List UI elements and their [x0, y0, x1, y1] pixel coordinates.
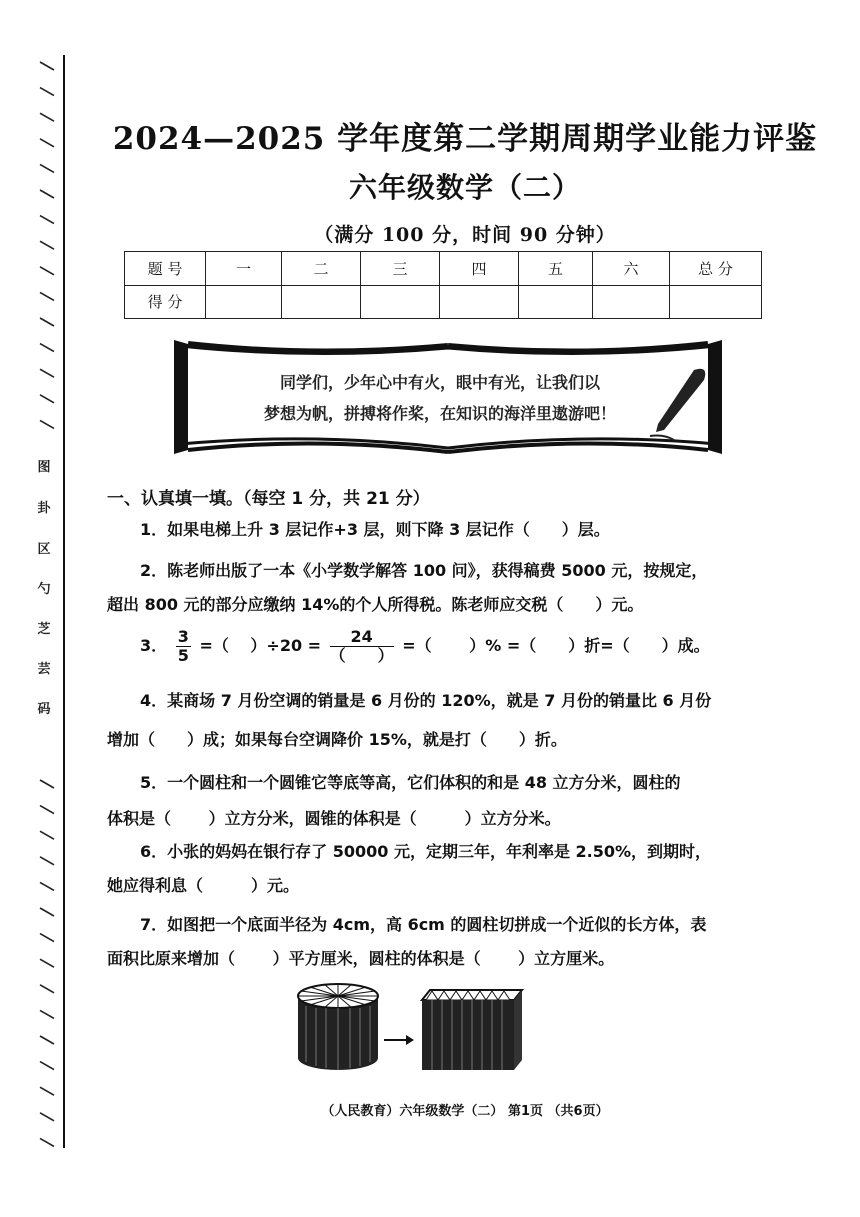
score-header-cell: 题 号 [125, 252, 206, 286]
score-cell[interactable] [282, 285, 361, 319]
margin-dash-mark [40, 420, 54, 428]
motto-line-1: 同学们，少年心中有火，眼中有光，让我们以 [279, 373, 600, 392]
side-label-char: 区 [37, 542, 51, 557]
question-3-middle: =（ ）÷20 = [199, 636, 322, 655]
question-1: 1．如果电梯上升 3 层记作+3 层，则下降 3 层记作（ ）层。 [140, 520, 610, 539]
margin-dash-mark [40, 190, 54, 198]
score-header-cell: 二 [282, 252, 361, 286]
margin-dash-mark [40, 959, 54, 967]
fraction-numerator: 24 [330, 628, 394, 647]
question-3-rest: =（ ）% =（ ）折=（ ）成。 [402, 636, 710, 655]
margin-dash-mark [40, 62, 54, 70]
score-cell[interactable] [670, 285, 762, 319]
score-cell[interactable] [440, 285, 519, 319]
side-label-char: 卦 [37, 501, 51, 516]
margin-dash-mark [40, 267, 54, 275]
motto-line-2: 梦想为帆，拼搏将作桨，在知识的海洋里遨游吧！ [263, 404, 616, 423]
margin-dash-mark [40, 369, 54, 377]
question-5-line-1: 5．一个圆柱和一个圆锥它等底等高，它们体积的和是 48 立方分米，圆柱的 [140, 773, 681, 792]
question-6-line-2: 她应得利息（ ）元。 [107, 876, 300, 895]
question-7-line-1: 7．如图把一个底面半径为 4cm，高 6cm 的圆柱切拼成一个近似的长方体，表 [140, 915, 707, 934]
margin-dash-mark [40, 241, 54, 249]
margin-dash-mark [40, 292, 54, 300]
margin-dash-mark [40, 395, 54, 403]
page-footer: （人民教育）六年级数学（二） 第1页 （共6页） [321, 1104, 609, 1119]
page-title: 2024—2025 学年度第二学期周期学业能力评鉴 [112, 121, 818, 157]
question-7-line-2: 面积比原来增加（ ）平方厘米，圆柱的体积是（ ）立方厘米。 [107, 949, 615, 968]
score-cell[interactable] [206, 285, 282, 319]
score-header-cell: 三 [361, 252, 440, 286]
cylinder-to-prism-figure [296, 982, 526, 1074]
margin-dash-mark [40, 88, 54, 96]
score-header-cell: 四 [440, 252, 519, 286]
cylinder-icon [298, 984, 378, 1070]
margin-dash-mark [40, 318, 54, 326]
motto-banner-graphic [174, 340, 722, 454]
score-cell[interactable] [519, 285, 593, 319]
question-3-number: 3． [140, 636, 168, 655]
score-table-header-row [125, 252, 762, 286]
score-table-score-row [125, 285, 762, 319]
question-4-line-2: 增加（ ）成；如果每台空调降价 15%，就是打（ ）折。 [107, 730, 567, 749]
question-5-line-2: 体积是（ ）立方分米，圆锥的体积是（ ）立方分米。 [107, 809, 561, 828]
margin-dash-mark [40, 344, 54, 352]
margin-dash-mark [40, 1010, 54, 1018]
score-header-cell: 总 分 [670, 252, 762, 286]
margin-dash-mark [40, 216, 54, 224]
score-header-cell: 六 [593, 252, 670, 286]
question-6-line-1: 6．小张的妈妈在银行存了 50000 元，定期三年，年利率是 2.50%，到期时， [140, 842, 712, 861]
margin-dash-mark [40, 164, 54, 172]
margin-dash-mark [40, 908, 54, 916]
side-label-char: 芝 [37, 622, 51, 637]
fraction-3-5 [176, 628, 191, 665]
margin-dash-mark [40, 1062, 54, 1070]
margin-dash-mark [40, 882, 54, 890]
margin-dash-mark [40, 934, 54, 942]
side-label-char: 码 [37, 702, 51, 717]
margin-dash-mark [40, 1036, 54, 1044]
margin-dash-mark [40, 857, 54, 865]
fraction-denominator: 5 [177, 646, 189, 665]
side-label-char: 图 [37, 460, 51, 475]
margin-dash-lines [0, 0, 70, 1217]
side-label-char: 勺 [37, 582, 51, 597]
page-subtitle: 六年级数学（二） [348, 171, 581, 204]
margin-dash-mark [40, 985, 54, 993]
score-row-label: 得 分 [125, 285, 206, 319]
score-cell[interactable] [361, 285, 440, 319]
rectangular-prism-icon [422, 990, 522, 1070]
question-3 [140, 628, 790, 665]
score-cell[interactable] [593, 285, 670, 319]
question-4-line-1: 4．某商场 7 月份空调的销量是 6 月份的 120%，就是 7 月份的销量比 6 月份 [140, 691, 712, 710]
question-2-line-2: 超出 800 元的部分应缴纳 14%的个人所得税。陈老师应交税（ ）元。 [107, 595, 644, 614]
margin-dash-mark [40, 1138, 54, 1146]
score-table [124, 251, 762, 319]
margin-dash-mark [40, 1113, 54, 1121]
side-label-char: 芸 [37, 662, 51, 677]
margin-dash-mark [40, 780, 54, 788]
score-header-cell: 一 [206, 252, 282, 286]
arrow-right-icon [384, 1035, 414, 1045]
section-1-heading: 一、认真填一填。（每空 1 分，共 21 分） [107, 489, 430, 509]
full-marks-note: （满分 100 分，时间 90 分钟） [314, 224, 616, 246]
margin-dash-mark [40, 139, 54, 147]
fraction-numerator: 3 [177, 627, 189, 646]
score-header-cell: 五 [519, 252, 593, 286]
fraction-denominator: （ ） [329, 646, 394, 665]
fraction-24-blank [330, 628, 394, 665]
question-2-line-1: 2．陈老师出版了一本《小学数学解答 100 问》，获得稿费 5000 元，按规定， [140, 561, 708, 580]
margin-dash-mark [40, 113, 54, 121]
margin-dash-mark [40, 806, 54, 814]
margin-dash-mark [40, 1087, 54, 1095]
binding-margin [0, 0, 70, 1217]
margin-dash-mark [40, 831, 54, 839]
